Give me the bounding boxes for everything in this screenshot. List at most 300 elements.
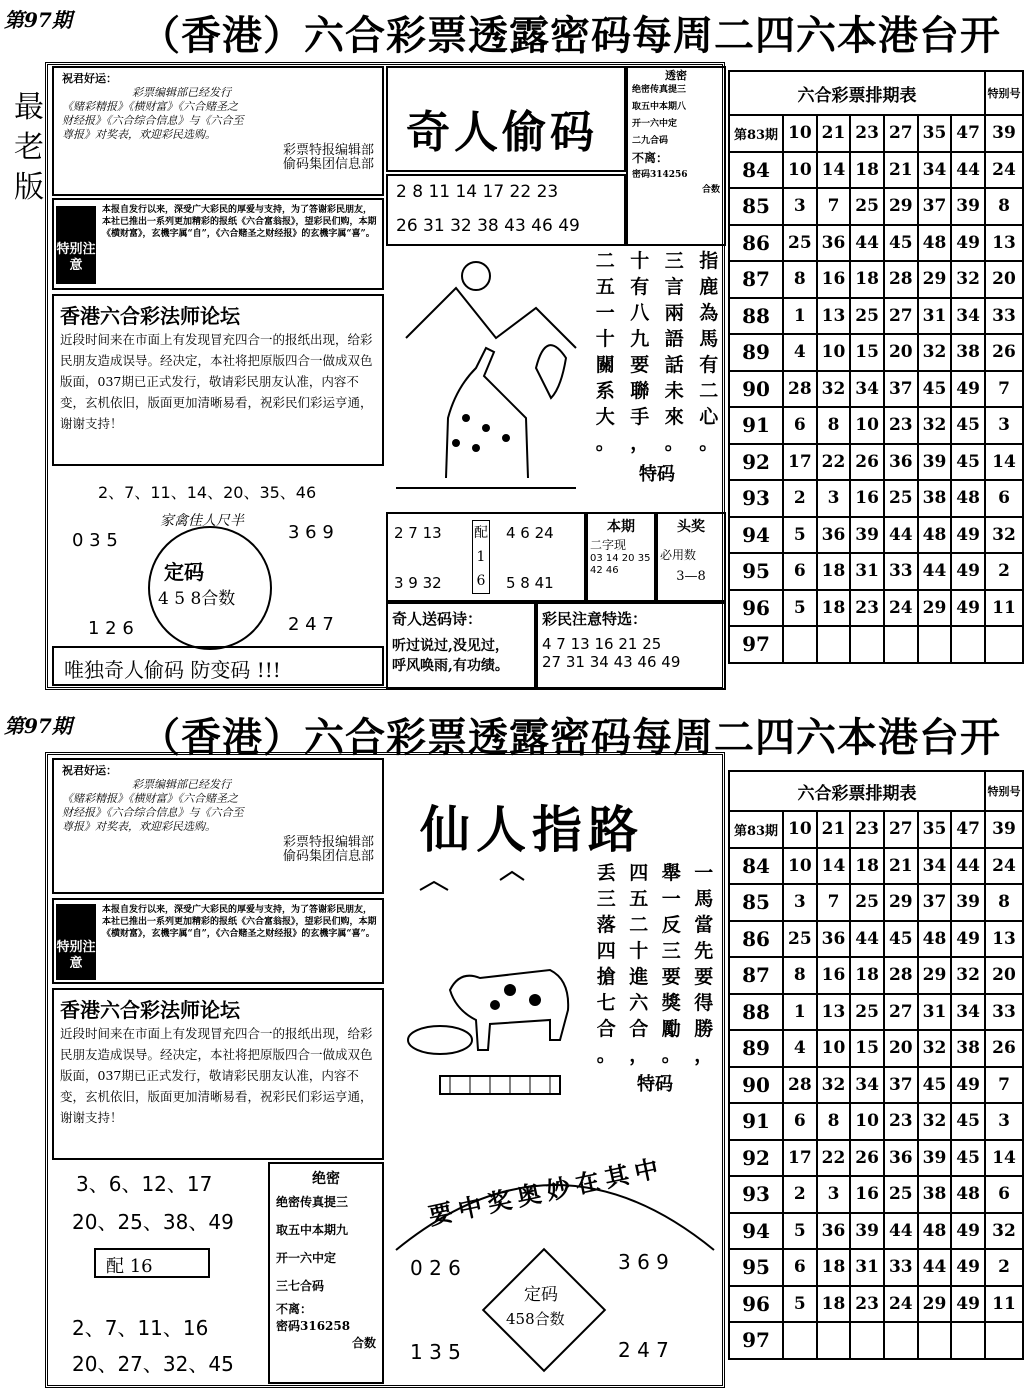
schedule-number: 18	[817, 1286, 851, 1323]
schedule-special-number: 8	[985, 188, 1023, 225]
bomb-icon	[56, 904, 96, 980]
pair-left1: 2 7 13	[394, 524, 442, 542]
schedule-number: 45	[884, 921, 918, 958]
schedule-number: 47	[951, 811, 985, 848]
schedule-number: 21	[884, 152, 918, 189]
schedule-bottom	[728, 770, 1024, 1360]
schedule-number: 14	[817, 848, 851, 885]
schedule-number: 24	[884, 1286, 918, 1323]
schedule-special-number	[985, 1322, 1023, 1359]
schedule-issue: 86	[729, 921, 783, 958]
schedule-number: 29	[918, 590, 952, 627]
schedule-number: 36	[817, 517, 851, 554]
schedule-special-number: 13	[985, 225, 1023, 262]
schedule-number: 18	[817, 1249, 851, 1286]
schedule-special: 特别号	[985, 71, 1023, 115]
schedule-number: 4	[783, 1030, 817, 1067]
schedule-number: 45	[951, 1103, 985, 1140]
schedule-number: 8	[783, 261, 817, 298]
schedule-number: 1	[783, 994, 817, 1031]
current-sub: 二字现	[590, 538, 627, 552]
schedule-special-number: 32	[985, 1213, 1023, 1250]
notice-greeting: 祝君好运：	[62, 72, 117, 85]
nums-line: 3、6、12、17	[76, 1172, 213, 1196]
schedule-number: 34	[918, 848, 952, 885]
issue-label-bottom: 第97期	[4, 714, 72, 738]
poem-bottom	[590, 860, 720, 1096]
secret-line: 绝密传真提三	[632, 85, 687, 95]
header-title-bottom: （香港）六合彩票透露密码每周二四六本港台开	[140, 714, 1001, 761]
schedule-number: 39	[850, 517, 884, 554]
schedule-number: 10	[817, 334, 851, 371]
schedule-row	[729, 444, 1023, 481]
schedule-number: 32	[817, 1067, 851, 1104]
ring-center-sub: 4 5 8合数	[158, 589, 236, 609]
nums-line: 20、27、32、45	[72, 1352, 234, 1376]
schedule-issue: 86	[729, 225, 783, 262]
poem-col: 丢 三 落 四 搶 七 合 。	[596, 862, 616, 1066]
poem-col: 二 五 一 十 關 系 大 。	[595, 250, 615, 454]
schedule-number: 47	[951, 115, 985, 152]
schedule-row	[729, 1067, 1023, 1104]
special-label: 特别注意	[56, 940, 96, 971]
schedule-number: 18	[850, 848, 884, 885]
schedule-issue: 第83期	[729, 115, 783, 152]
notice-sign: 偷码集团信息部	[282, 157, 374, 172]
schedule-number: 35	[918, 811, 952, 848]
schedule-number	[783, 1322, 817, 1359]
schedule-issue: 第83期	[729, 811, 783, 848]
schedule-table-top	[728, 70, 1024, 664]
schedule-number: 44	[951, 152, 985, 189]
schedule-number: 36	[884, 1140, 918, 1177]
schedule-number: 45	[918, 371, 952, 408]
schedule-special-number: 3	[985, 407, 1023, 444]
schedule-number: 44	[884, 517, 918, 554]
pair-left2: 3 9 32	[394, 574, 442, 592]
schedule-number: 14	[817, 152, 851, 189]
schedule-number: 39	[850, 1213, 884, 1250]
schedule-issue: 84	[729, 152, 783, 189]
schedule-special-number: 24	[985, 848, 1023, 885]
schedule-number: 3	[783, 188, 817, 225]
schedule-issue: 95	[729, 1249, 783, 1286]
schedule-number: 15	[850, 1030, 884, 1067]
secret-line: 取五中本期八	[632, 102, 687, 112]
schedule-number: 39	[951, 188, 985, 225]
schedule-number: 21	[817, 115, 851, 152]
head-val: 3—8	[676, 569, 706, 584]
secret-code: 密码316258	[276, 1319, 351, 1333]
ring-bottom-left: 1 2 6	[88, 618, 134, 639]
schedule-issue: 92	[729, 1140, 783, 1177]
schedule-number: 10	[783, 848, 817, 885]
notice-sign: 彩票特报编辑部	[282, 143, 374, 158]
nums-line: 20、25、38、49	[72, 1210, 234, 1234]
schedule-number: 49	[951, 1249, 985, 1286]
numbers-area-bottom	[52, 1162, 264, 1384]
schedule-issue: 93	[729, 1176, 783, 1213]
schedule-number: 28	[783, 1067, 817, 1104]
schedule-number: 44	[850, 921, 884, 958]
note-box-top	[536, 602, 726, 690]
schedule-row	[729, 1213, 1023, 1250]
schedule-number: 36	[817, 1213, 851, 1250]
poem2-title: 奇人送码诗：	[392, 610, 483, 628]
schedule-row	[729, 334, 1023, 371]
schedule-number: 3	[817, 1176, 851, 1213]
schedule-number: 49	[951, 553, 985, 590]
schedule-row	[729, 188, 1023, 225]
schedule-special-number: 13	[985, 921, 1023, 958]
special-label: 特别注意	[56, 242, 96, 273]
schedule-number: 33	[884, 1249, 918, 1286]
schedule-number: 25	[850, 298, 884, 335]
schedule-row	[729, 1286, 1023, 1323]
schedule-number: 45	[951, 444, 985, 481]
secret-line: 二九合码	[632, 136, 669, 146]
schedule-special-number: 26	[985, 334, 1023, 371]
pair-right1: 4 6 24	[506, 524, 554, 542]
schedule-number: 38	[918, 480, 952, 517]
schedule-row	[729, 1322, 1023, 1359]
schedule-number: 10	[783, 115, 817, 152]
schedule-number: 34	[951, 994, 985, 1031]
schedule-issue: 85	[729, 188, 783, 225]
schedule-issue: 88	[729, 298, 783, 335]
schedule-number: 16	[850, 1176, 884, 1213]
title-box-top	[386, 66, 626, 172]
schedule-special-number: 32	[985, 517, 1023, 554]
schedule-title: 六合彩票排期表	[729, 71, 985, 115]
schedule-issue: 91	[729, 407, 783, 444]
schedule-special-number: 39	[985, 115, 1023, 152]
schedule-special-number: 20	[985, 261, 1023, 298]
schedule-number: 16	[817, 261, 851, 298]
schedule-issue: 94	[729, 517, 783, 554]
schedule-number: 29	[884, 188, 918, 225]
schedule-number	[817, 1322, 851, 1359]
head-sub: 必用数	[660, 548, 697, 562]
schedule-special-number: 39	[985, 811, 1023, 848]
schedule-row	[729, 1140, 1023, 1177]
schedule-number: 49	[951, 517, 985, 554]
poem-col: 舉 一 反 三 要 獎 勵 。	[661, 862, 681, 1066]
secret-title: 透密	[665, 69, 687, 82]
schedule-number: 49	[951, 921, 985, 958]
schedule-number: 49	[951, 225, 985, 262]
schedule-number: 35	[918, 115, 952, 152]
schedule-number: 22	[817, 444, 851, 481]
schedule-number: 33	[884, 553, 918, 590]
schedule-number: 37	[884, 1067, 918, 1104]
schedule-title: 六合彩票排期表	[729, 771, 985, 811]
schedule-number: 26	[850, 444, 884, 481]
schedule-number: 38	[951, 1030, 985, 1067]
schedule-number: 32	[918, 334, 952, 371]
schedule-number: 5	[783, 1213, 817, 1250]
schedule-special-number: 6	[985, 480, 1023, 517]
current-title: 本期	[607, 519, 635, 535]
poem2-line: 听过说过,没见过，	[392, 638, 509, 654]
schedule-number: 21	[817, 811, 851, 848]
schedule-number: 48	[918, 1213, 952, 1250]
schedule-special: 特别号	[985, 771, 1023, 811]
secret-code: 密码314256	[632, 170, 688, 180]
note-title: 彩民注意特选：	[542, 610, 648, 628]
schedule-number: 8	[817, 1103, 851, 1140]
side-label	[12, 88, 46, 208]
special-text: 本报自发行以来，深受广大彩民的厚爱与支持，为了答谢彩民朋友，本社已推出一系列更加精彩的报纸《六合富翁报》，望彩民们购，本期《横财富》，玄機字属“自”，《六合赌圣之财经报》的玄機字属“喜”。	[102, 905, 377, 939]
schedule-number: 36	[884, 444, 918, 481]
schedule-number: 25	[850, 188, 884, 225]
secret-line: 三七合码	[276, 1279, 325, 1293]
schedule-number: 32	[918, 1103, 952, 1140]
schedule-number: 29	[918, 261, 952, 298]
secret-line: 开一六中定	[276, 1251, 337, 1265]
schedule-number: 23	[850, 1286, 884, 1323]
head-title: 头奖	[677, 519, 705, 535]
schedule-number: 37	[884, 371, 918, 408]
forum-title: 香港六合彩法师论坛	[60, 998, 240, 1022]
nums-row1: 2 8 11 14 17 22 23	[396, 182, 559, 202]
schedule-issue: 97	[729, 1322, 783, 1359]
schedule-issue: 93	[729, 480, 783, 517]
side-char: 老	[14, 130, 44, 165]
schedule-issue: 95	[729, 553, 783, 590]
special-box-top	[52, 198, 384, 290]
schedule-number: 25	[783, 225, 817, 262]
schedule-number: 5	[783, 517, 817, 554]
notice-line: 尊报》对奖表，欢迎彩民选购。	[62, 128, 216, 141]
schedule-number: 2	[783, 1176, 817, 1213]
schedule-number: 21	[884, 848, 918, 885]
schedule-number: 15	[850, 334, 884, 371]
schedule-issue: 96	[729, 1286, 783, 1323]
schedule-number: 16	[850, 480, 884, 517]
schedule-special-number: 11	[985, 590, 1023, 627]
schedule-number: 23	[850, 811, 884, 848]
schedule-number: 24	[884, 590, 918, 627]
secret-buli: 不离：	[276, 1302, 313, 1316]
schedule-number: 28	[884, 957, 918, 994]
schedule-number: 31	[850, 1249, 884, 1286]
schedule-number	[850, 626, 884, 663]
schedule-row	[729, 407, 1023, 444]
schedule-issue: 90	[729, 371, 783, 408]
schedule-number: 32	[817, 371, 851, 408]
schedule-number: 25	[850, 994, 884, 1031]
schedule-number: 10	[783, 152, 817, 189]
head-box-top	[656, 512, 726, 602]
schedule-number: 34	[951, 298, 985, 335]
pair-box-top	[386, 512, 586, 602]
pair-right2: 5 8 41	[506, 574, 554, 592]
notice-line: 彩票编辑部已经发行	[132, 86, 231, 99]
schedule-special-number: 11	[985, 1286, 1023, 1323]
schedule-special-number	[985, 626, 1023, 663]
schedule-row	[729, 371, 1023, 408]
schedule-number: 23	[884, 407, 918, 444]
schedule-number: 13	[817, 298, 851, 335]
giraffe-illustration	[386, 248, 586, 510]
secret-line: 开一六中定	[632, 119, 678, 129]
nums-line: 2、7、11、16	[72, 1316, 209, 1340]
schedule-number: 36	[817, 921, 851, 958]
cow-illustration	[400, 860, 590, 1130]
ring-area-top	[52, 470, 384, 688]
schedule-number: 18	[817, 553, 851, 590]
schedule-special-number: 2	[985, 1249, 1023, 1286]
schedule-number: 27	[884, 811, 918, 848]
schedule-special-number: 14	[985, 1140, 1023, 1177]
schedule-special-number: 14	[985, 444, 1023, 481]
schedule-row	[729, 921, 1023, 958]
secret-line: 取五中本期九	[276, 1223, 349, 1237]
schedule-number: 36	[817, 225, 851, 262]
schedule-number	[951, 626, 985, 663]
schedule-number: 25	[850, 884, 884, 921]
secret-sum: 合数	[351, 1336, 376, 1350]
secret-line: 绝密传真提三	[276, 1195, 349, 1209]
forum-body: 近段时间来在市面上有发现冒充四合一的报纸出现，给彩民朋友造成误导。经决定，本社将把原版四合一做成双色版面，037期已正式发行，敬请彩民朋友认准，内容不变，玄机依旧，版面更加清晰易看，祝彩民们彩运亨通，谢谢支持！	[60, 332, 373, 431]
schedule-row	[729, 1249, 1023, 1286]
schedule-number: 37	[918, 884, 952, 921]
fix-right: 3 6 9	[618, 1250, 669, 1274]
notice-greeting: 祝君好运：	[62, 764, 117, 777]
schedule-number: 48	[951, 1176, 985, 1213]
ring-left: 0 3 5	[72, 530, 118, 551]
schedule-row	[729, 553, 1023, 590]
schedule-number: 31	[918, 298, 952, 335]
schedule-row	[729, 480, 1023, 517]
schedule-number: 7	[817, 884, 851, 921]
schedule-issue: 85	[729, 884, 783, 921]
secret-box-bottom	[268, 1162, 384, 1384]
schedule-row	[729, 957, 1023, 994]
schedule-issue: 87	[729, 957, 783, 994]
schedule-number: 5	[783, 1286, 817, 1323]
schedule-issue: 91	[729, 1103, 783, 1140]
schedule-number: 18	[850, 957, 884, 994]
forum-body: 近段时间来在市面上有发现冒充四合一的报纸出现，给彩民朋友造成误导。经决定，本社将把原版四合一做成双色版面，037期已正式发行，敬请彩民朋友认准，内容不变，玄机依旧，版面更加清晰易看，祝彩民们彩运亨通，谢谢支持！	[60, 1026, 373, 1125]
schedule-number: 44	[951, 848, 985, 885]
schedule-number: 18	[850, 152, 884, 189]
schedule-number: 29	[918, 957, 952, 994]
schedule-number: 29	[884, 884, 918, 921]
schedule-number: 10	[850, 407, 884, 444]
schedule-number: 49	[951, 1213, 985, 1250]
schedule-special-number: 26	[985, 1030, 1023, 1067]
schedule-row	[729, 261, 1023, 298]
schedule-number: 34	[850, 371, 884, 408]
schedule-number: 23	[884, 1103, 918, 1140]
notice-line: 《赌彩精报》《横财富》《六合赌圣之	[62, 100, 238, 113]
ring-footer: 唯独奇人偷码 防变码 !!!	[52, 646, 384, 686]
schedule-number: 39	[918, 444, 952, 481]
poem-col: 一 馬 當 先 要 得 勝 ，	[694, 862, 714, 1066]
forum-title: 香港六合彩法师论坛	[60, 304, 240, 328]
notice-box-top	[52, 66, 384, 196]
schedule-number: 32	[951, 261, 985, 298]
fix-title: 定码	[524, 1285, 558, 1305]
schedule-number: 8	[817, 407, 851, 444]
schedule-number: 31	[918, 994, 952, 1031]
schedule-number: 8	[783, 957, 817, 994]
header-title-top: （香港）六合彩票透露密码每周二四六本港台开	[140, 12, 1001, 59]
schedule-top	[728, 70, 1024, 664]
bomb-icon	[56, 206, 96, 284]
ring-center-title: 定码	[164, 560, 204, 584]
schedule-issue: 87	[729, 261, 783, 298]
schedule-number: 38	[918, 1176, 952, 1213]
schedule-issue: 84	[729, 848, 783, 885]
notice-line: 财经报》《六合综合信息》与《六合至	[62, 114, 244, 127]
ring-arc-text: 家禽佳人尺半	[160, 513, 244, 529]
schedule-row	[729, 1176, 1023, 1213]
issue-label-top: 第97期	[4, 8, 72, 32]
schedule-number: 22	[817, 1140, 851, 1177]
schedule-number: 27	[884, 115, 918, 152]
schedule-number: 10	[850, 1103, 884, 1140]
schedule-number: 45	[951, 407, 985, 444]
fix-bottom-right: 2 4 7	[618, 1338, 669, 1362]
schedule-number: 49	[951, 590, 985, 627]
note-row: 27 31 34 43 46 49	[542, 653, 681, 671]
schedule-number	[918, 1322, 952, 1359]
schedule-number: 48	[918, 921, 952, 958]
schedule-number: 27	[884, 994, 918, 1031]
schedule-number	[817, 626, 851, 663]
schedule-table-bottom	[728, 770, 1024, 1360]
notice-line: 财经报》《六合综合信息》与《六合至	[62, 806, 244, 819]
special-text: 本报自发行以来，深受广大彩民的厚爱与支持，为了答谢彩民朋友，本社已推出一系列更加精彩的报纸《六合富翁报》，望彩民们购，本期《横财富》，玄機字属“自”，《六合赌圣之财经报》的玄機字属“喜”。	[102, 205, 377, 239]
schedule-issue: 89	[729, 334, 783, 371]
schedule-number	[850, 1322, 884, 1359]
notice-box-bottom	[52, 758, 384, 894]
schedule-number: 6	[783, 1103, 817, 1140]
fix-sum: 458合数	[506, 1310, 565, 1328]
arc-text: 要中奖奥妙在其中	[426, 1152, 667, 1231]
fix-bottom-left: 1 3 5	[410, 1340, 461, 1364]
schedule-number: 48	[918, 517, 952, 554]
schedule-number: 45	[918, 1067, 952, 1104]
fix-area-bottom	[386, 1140, 724, 1388]
side-char: 版	[14, 170, 44, 205]
schedule-number: 37	[918, 188, 952, 225]
schedule-number: 17	[783, 1140, 817, 1177]
schedule-number: 32	[918, 407, 952, 444]
poem-footer: 特码	[639, 464, 675, 485]
schedule-number: 49	[951, 1286, 985, 1323]
schedule-number	[951, 1322, 985, 1359]
schedule-number: 23	[850, 590, 884, 627]
schedule-number: 20	[884, 1030, 918, 1067]
schedule-number: 2	[783, 480, 817, 517]
poem-col: 四 五 二 十 進 六 合 ，	[629, 862, 649, 1066]
current-box-top	[586, 512, 656, 602]
schedule-number: 45	[951, 1140, 985, 1177]
schedule-number: 39	[918, 1140, 952, 1177]
title-top: 奇人偷码	[406, 107, 598, 158]
schedule-issue: 89	[729, 1030, 783, 1067]
poem2-box-top	[386, 602, 536, 690]
ring-right: 3 6 9	[288, 522, 334, 543]
schedule-issue: 96	[729, 590, 783, 627]
schedule-number: 16	[817, 957, 851, 994]
poem-cols	[588, 248, 726, 456]
schedule-special-number: 3	[985, 1103, 1023, 1140]
